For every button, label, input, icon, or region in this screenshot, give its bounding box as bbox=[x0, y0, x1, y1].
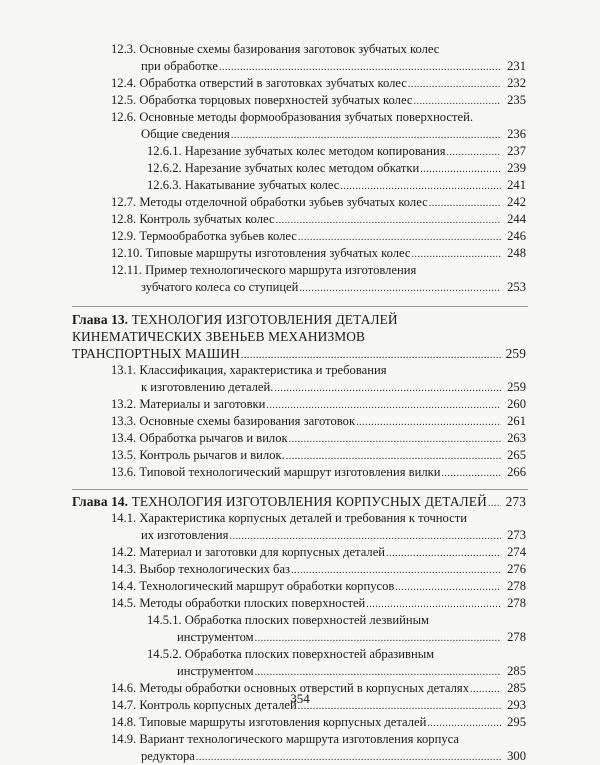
toc-entry-12-9 bbox=[111, 228, 526, 245]
toc-entry-14-5-1 bbox=[177, 629, 526, 646]
toc-entry-14-1 bbox=[141, 527, 526, 544]
toc-entry-12-11 bbox=[141, 279, 526, 296]
toc-entry-text: 14.2. Материал и заготовки для корпусных деталей bbox=[111, 545, 386, 559]
toc-page-number: 274 bbox=[507, 545, 526, 559]
toc-entry-14-5-1-line1 bbox=[147, 612, 526, 629]
toc-entry-14-9-line1 bbox=[111, 731, 526, 748]
toc-entry-12-3-line1 bbox=[111, 41, 526, 58]
toc-page-number: 295 bbox=[507, 715, 526, 729]
toc-entry-text: 12.7. Методы отделочной обработки зубьев зубчатых колес bbox=[111, 195, 428, 209]
toc-page-number: 237 bbox=[507, 144, 526, 158]
toc-entry-13-3 bbox=[111, 413, 526, 430]
section-divider bbox=[72, 306, 528, 307]
toc-page-number: 276 bbox=[507, 562, 526, 576]
toc-entry-text: 13.2. Материалы и заготовки bbox=[111, 397, 266, 411]
toc-entry-text: 13.6. Типовой технологический маршрут изготовления вилки bbox=[111, 465, 441, 479]
toc-page-number: 265 bbox=[507, 448, 526, 462]
toc-entry-text: инструментом bbox=[177, 630, 254, 644]
toc-page-number: 244 bbox=[507, 212, 526, 226]
toc-page-number: 248 bbox=[507, 246, 526, 260]
toc-entry-text: 13.1. Классификация, характеристика и требования bbox=[111, 363, 387, 377]
toc-entry-text: 14.9. Вариант технологического маршрута изготовления корпуса bbox=[111, 732, 459, 746]
toc-page-number: 261 bbox=[507, 414, 526, 428]
toc-entry-text: 12.6.1. Нарезание зубчатых колес методом копирования bbox=[147, 144, 446, 158]
toc-entry-text: 12.3. Основные схемы базирования заготовок зубчатых колес bbox=[111, 42, 440, 56]
section-divider bbox=[72, 489, 528, 490]
toc-entry-14-3 bbox=[111, 561, 526, 578]
toc-page-number: 293 bbox=[507, 698, 526, 712]
toc-page-number: 260 bbox=[507, 397, 526, 411]
toc-page-number: 242 bbox=[507, 195, 526, 209]
toc-entry-12-7 bbox=[111, 194, 526, 211]
toc-page-number: 263 bbox=[507, 431, 526, 445]
toc-entry-text: 12.6. Основные методы формообразования зубчатых поверхностей. bbox=[111, 110, 473, 124]
toc-entry-12-6-line1 bbox=[111, 109, 526, 126]
toc-page-number: 253 bbox=[507, 280, 526, 294]
chapter-14-heading bbox=[72, 493, 526, 510]
toc-entry-text: 14.5. Методы обработки плоских поверхностей bbox=[111, 596, 366, 610]
toc-page-number: 236 bbox=[507, 127, 526, 141]
toc-entry-13-6 bbox=[111, 464, 526, 481]
toc-entry-text: Общие сведения bbox=[141, 127, 230, 141]
chapter-title: ТРАНСПОРТНЫХ МАШИН bbox=[72, 346, 240, 361]
toc-entry-12-4 bbox=[111, 75, 526, 92]
toc-entry-12-6-2 bbox=[147, 160, 526, 177]
toc-entry-14-9 bbox=[141, 748, 526, 765]
toc-page-number: 285 bbox=[507, 681, 526, 695]
toc-entry-12-6 bbox=[141, 126, 526, 143]
toc-entry-12-6-3 bbox=[147, 177, 526, 194]
toc-entry-text: редуктора bbox=[141, 749, 195, 763]
page-number: 354 bbox=[290, 691, 310, 706]
toc-entry-text: 14.5.1. Обработка плоских поверхностей лезвийным bbox=[147, 613, 430, 627]
toc-entry-13-1-line1 bbox=[111, 362, 526, 379]
toc-entry-text: 13.3. Основные схемы базирования заготовок bbox=[111, 414, 356, 428]
chapter-title: ТЕХНОЛОГИЯ ИЗГОТОВЛЕНИЯ ДЕТАЛЕЙ bbox=[131, 312, 398, 327]
toc-entry-text: инструментом bbox=[177, 664, 254, 678]
toc-page-number: 300 bbox=[507, 749, 526, 763]
toc-entry-14-8 bbox=[111, 714, 526, 731]
toc-page-number: 273 bbox=[507, 528, 526, 542]
toc-page-number: 241 bbox=[507, 178, 526, 192]
toc-entry-text: 12.6.2. Нарезание зубчатых колес методом обкатки bbox=[147, 161, 420, 175]
toc-entry-12-5 bbox=[111, 92, 526, 109]
toc-entry-text: 12.6.3. Накатывание зубчатых колес bbox=[147, 178, 340, 192]
toc-page-number: 273 bbox=[505, 494, 526, 509]
toc-entry-text: 12.8. Контроль зубчатых колес bbox=[111, 212, 275, 226]
chapter-label: Глава 13. bbox=[72, 312, 129, 327]
toc-entry-14-5-2-line1 bbox=[147, 646, 526, 663]
toc-entry-text: 14.3. Выбор технологических баз bbox=[111, 562, 291, 576]
toc-page-number: 278 bbox=[507, 596, 526, 610]
toc-page-number: 266 bbox=[507, 465, 526, 479]
chapter-13-title-line1 bbox=[72, 311, 528, 328]
chapter-label: Глава 14. bbox=[72, 494, 129, 509]
toc-entry-text: 12.4. Обработка отверстий в заготовках зубчатых колес bbox=[111, 76, 407, 90]
toc-entry-12-8 bbox=[111, 211, 526, 228]
toc-entry-14-5 bbox=[111, 595, 526, 612]
toc-page-number: 235 bbox=[507, 93, 526, 107]
toc-entry-13-5 bbox=[111, 447, 526, 464]
toc-entry-text: 14.7. Контроль корпусных деталей bbox=[111, 698, 297, 712]
toc-entry-text: 13.4. Обработка рычагов и вилок bbox=[111, 431, 288, 445]
toc-entry-text: 13.5. Контроль рычагов и вилок. bbox=[111, 448, 285, 462]
toc-page-number: 285 bbox=[507, 664, 526, 678]
toc-page-number: 278 bbox=[507, 579, 526, 593]
toc-entry-text: их изготовления bbox=[141, 528, 229, 542]
toc-page-number: 278 bbox=[507, 630, 526, 644]
chapter-title: КИНЕМАТИЧЕСКИХ ЗВЕНЬЕВ МЕХАНИЗМОВ bbox=[72, 329, 366, 344]
toc-entry-12-11-line1 bbox=[111, 262, 526, 279]
toc-entry-text: 14.5.2. Обработка плоских поверхностей абразивным bbox=[147, 647, 435, 661]
toc-page-number: 239 bbox=[507, 161, 526, 175]
toc-entry-14-2 bbox=[111, 544, 526, 561]
toc-entry-text: 12.5. Обработка торцовых поверхностей зубчатых колес bbox=[111, 93, 413, 107]
toc-entry-text: к изготовлению деталей. bbox=[141, 380, 274, 394]
toc-entry-12-3 bbox=[141, 58, 526, 75]
toc-entry-text: 12.11. Пример технологического маршрута изготовления bbox=[111, 263, 417, 277]
toc-entry-text: зубчатого колеса со ступицей bbox=[141, 280, 299, 294]
toc-page-number: 259 bbox=[507, 380, 526, 394]
toc-entry-text: 12.9. Термообработка зубьев колес bbox=[111, 229, 297, 243]
toc-page-number: 246 bbox=[507, 229, 526, 243]
toc-page-number: 259 bbox=[505, 346, 526, 361]
toc-entry-text: 14.6. Методы обработки основных отверстий в корпусных деталях bbox=[111, 681, 469, 695]
chapter-13-title-line2 bbox=[72, 328, 528, 345]
chapter-13-heading bbox=[72, 345, 526, 362]
toc-entry-text: 14.8. Типовые маршруты изготовления корпусных деталей bbox=[111, 715, 427, 729]
toc-entry-text: 14.4. Технологический маршрут обработки корпусов bbox=[111, 579, 395, 593]
toc-entry-text: при обработке bbox=[141, 59, 218, 73]
toc-entry-12-6-1 bbox=[147, 143, 526, 160]
toc-entry-text: 14.1. Характеристика корпусных деталей и требования к точности bbox=[111, 511, 467, 525]
toc-entry-13-4 bbox=[111, 430, 526, 447]
toc-entry-text: 12.10. Типовые маршруты изготовления зубчатых колес bbox=[111, 246, 411, 260]
toc-entry-13-1 bbox=[141, 379, 526, 396]
toc-page-number: 232 bbox=[507, 76, 526, 90]
toc-entry-14-5-2 bbox=[177, 663, 526, 680]
chapter-title: ТЕХНОЛОГИЯ ИЗГОТОВЛЕНИЯ КОРПУСНЫХ ДЕТАЛЕЙ bbox=[131, 494, 487, 509]
toc-entry-14-4 bbox=[111, 578, 526, 595]
toc-entry-14-1-line1 bbox=[111, 510, 526, 527]
toc-entry-13-2 bbox=[111, 396, 526, 413]
toc-entry-12-10 bbox=[111, 245, 526, 262]
toc-page-number: 231 bbox=[507, 59, 526, 73]
